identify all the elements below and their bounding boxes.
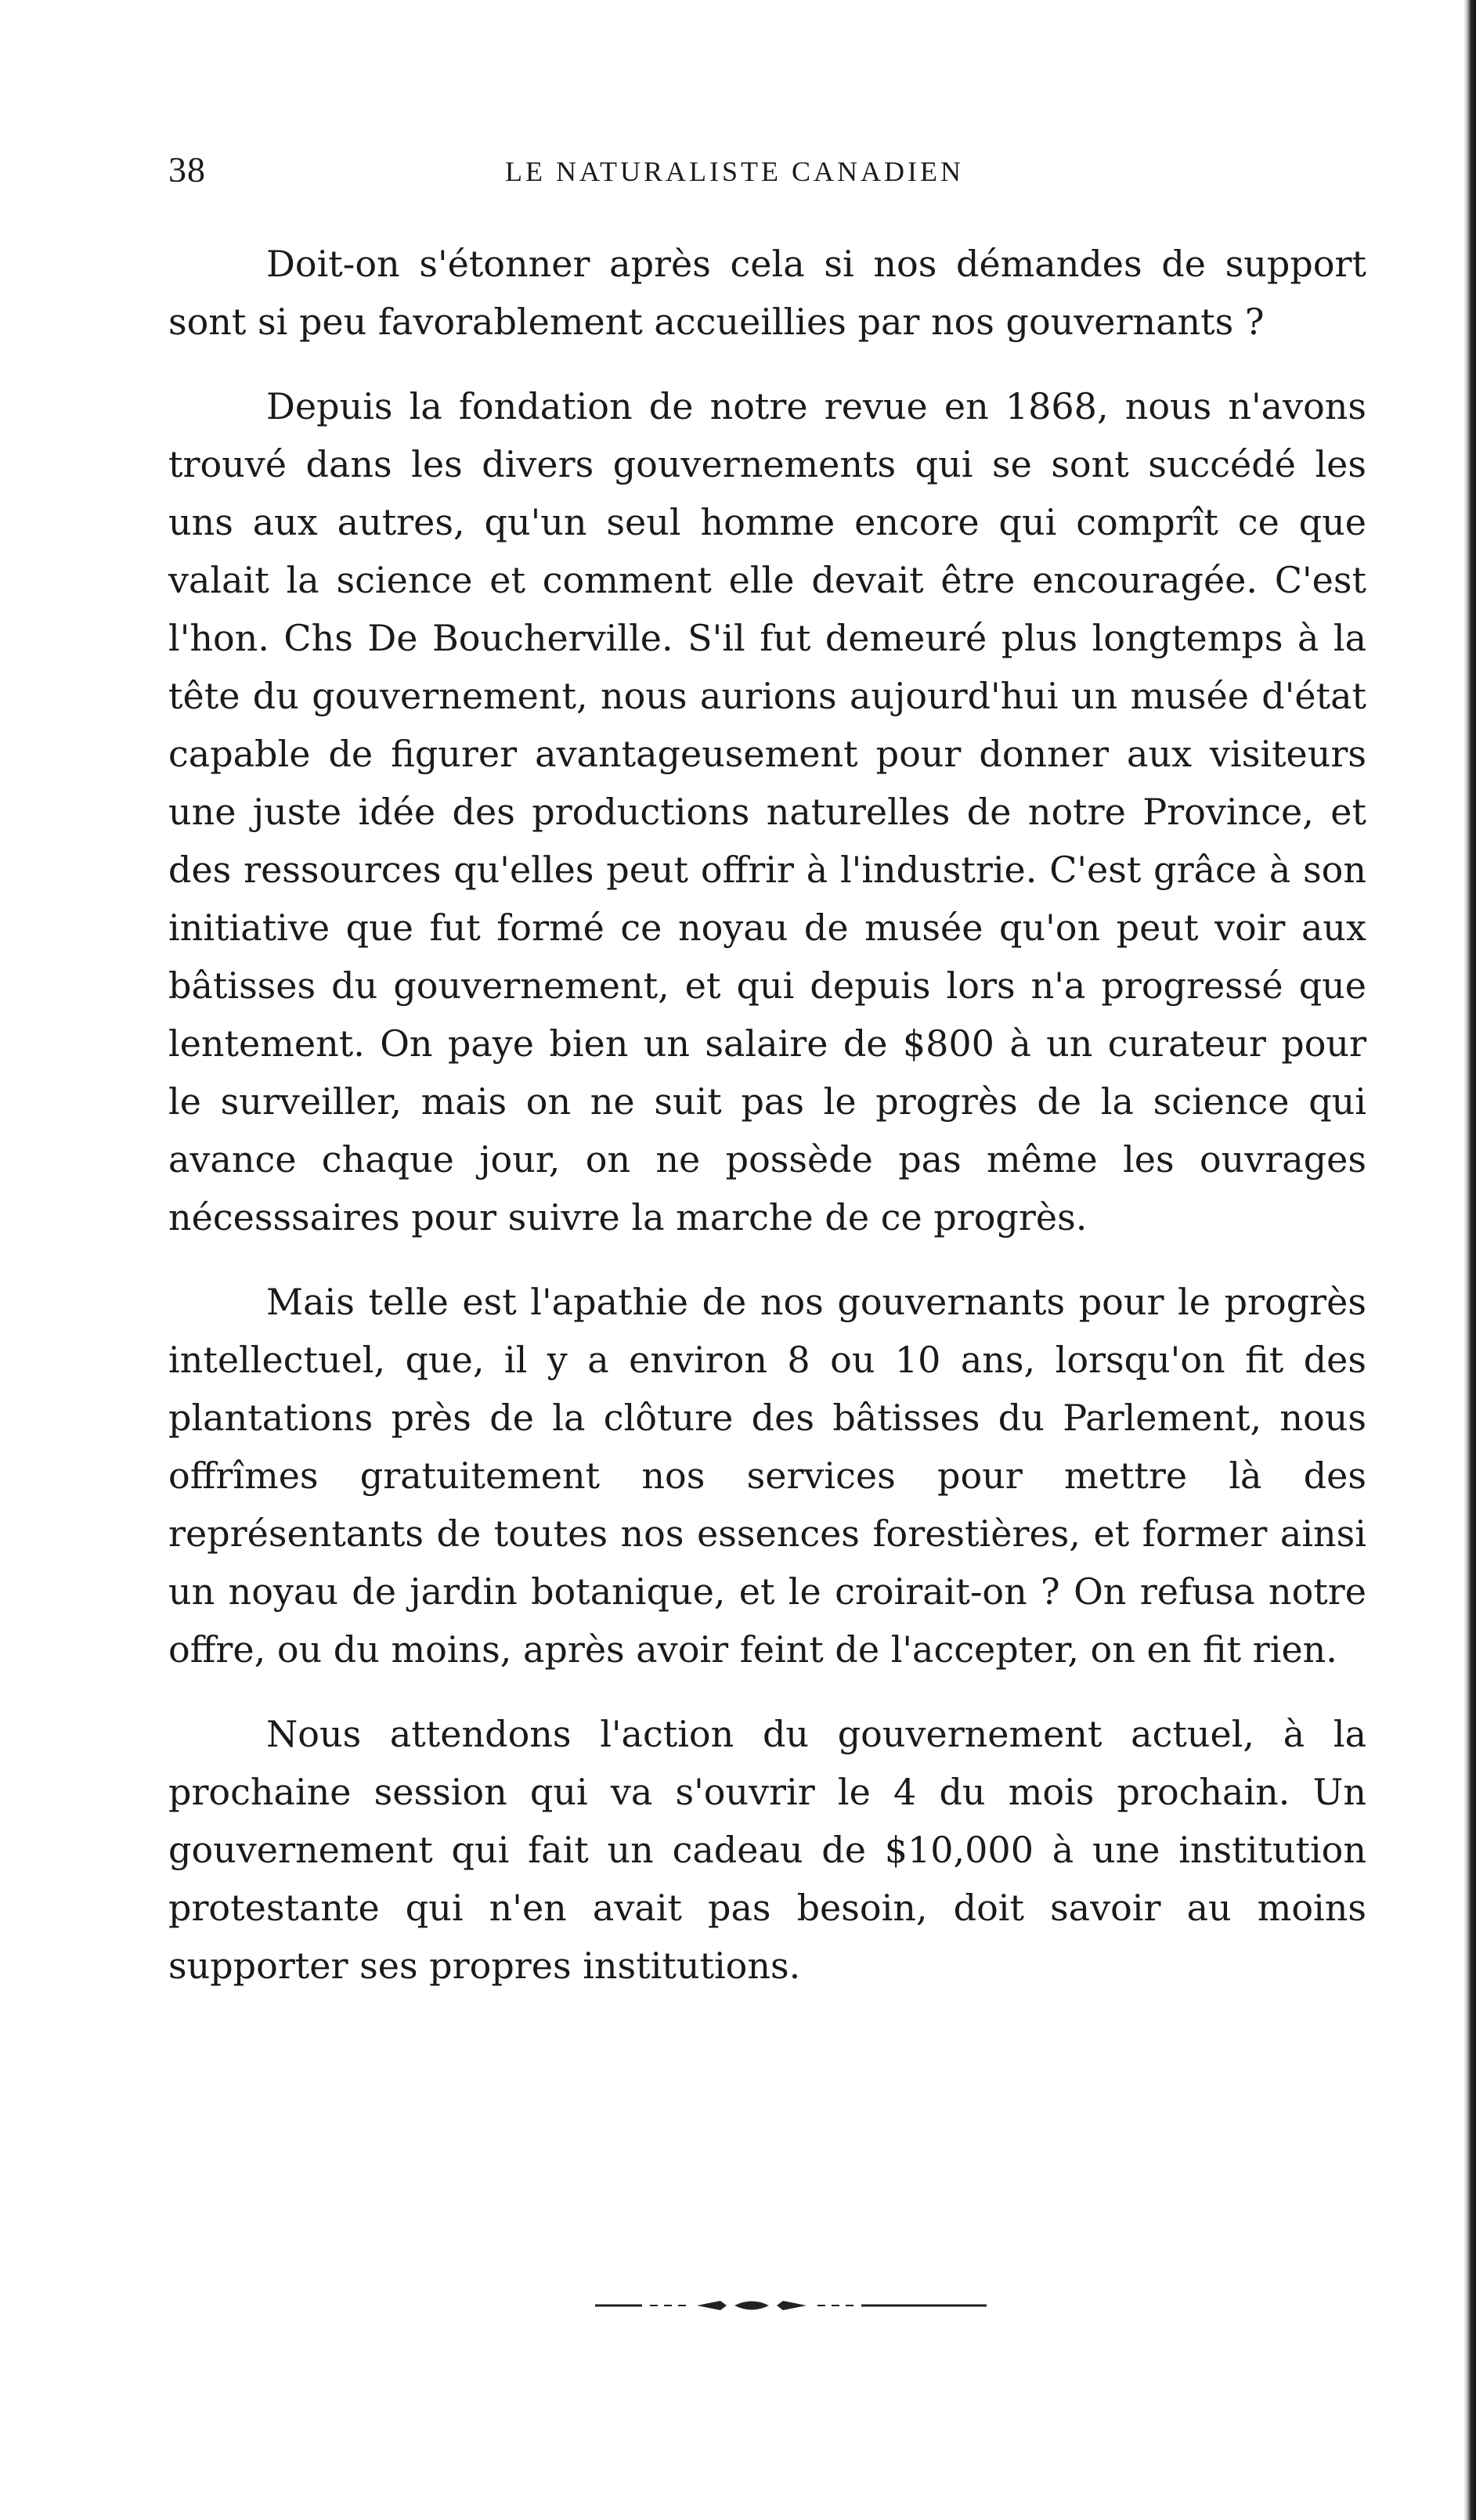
page-header (168, 149, 1378, 204)
page-number: 38 (168, 150, 206, 189)
paragraph-2: Depuis la fondation de notre revue en 1868, nous n'avons trouvé dans les divers gouvernements qui se sont succédé les uns aux autres, qu'un seul homme encore qui comprît ce que valait la science et comment elle devait être encouragée. C'est l'hon. Chs De Boucherville. S'il fut demeuré plus longtemps à la tête du gouvernement, nous aurions aujourd'hui un musée d'état capable de figurer avantageusement pour donner aux visiteurs une juste idée des productions naturelles de notre Province, et des ressources qu'elles peut offrir à l'industrie. C'est grâce à son initiative que fut formé ce noyau de musée qu'on peut voir aux bâtisses du gouvernement, et qui depuis lors n'a progressé que lentement. On paye bien un salaire de $800 à un curateur pour le surveiller, mais on ne suit pas le progrès de la science qui avance chaque jour, on ne possède pas même les ouvrages nécesssaires pour suivre la marche de ce progrès. (168, 385, 1366, 1238)
paragraph-3: Mais telle est l'apathie de nos gouvernants pour le progrès intellectuel, que, il y a environ 8 ou 10 ans, lorsqu'on fit des plantations près de la clôture des bâtisses du Parlement, nous offrîmes gratuitement nos services pour mettre là des représentants de toutes nos essences forestières, et former ainsi un noyau de jardin botanique, et le croirait-on ? On refusa notre offre, ou du moins, après avoir feint de l'accepter, on en fit rien. (168, 1281, 1366, 1671)
running-title: LE NATURALISTE CANADIEN (505, 156, 964, 187)
article-body (168, 235, 1366, 2021)
paragraph-4: Nous attendons l'action du gouvernement actuel, à la prochaine session qui va s'ouvrir le 4 du mois prochain. Un gouvernement qui fait un cadeau de $10,000 à une institution protestante qui n'en avait pas besoin, doit savoir au moins supporter ses propres institutions. (168, 1713, 1366, 1987)
paragraph-1: Doit-on s'étonner après cela si nos démandes de support sont si peu favorablement accueillies par nos gouvernants ? (168, 243, 1366, 343)
page-binding-edge (1463, 0, 1476, 2520)
ornament-rule-icon (595, 2294, 987, 2317)
section-end-ornament (595, 2294, 987, 2317)
